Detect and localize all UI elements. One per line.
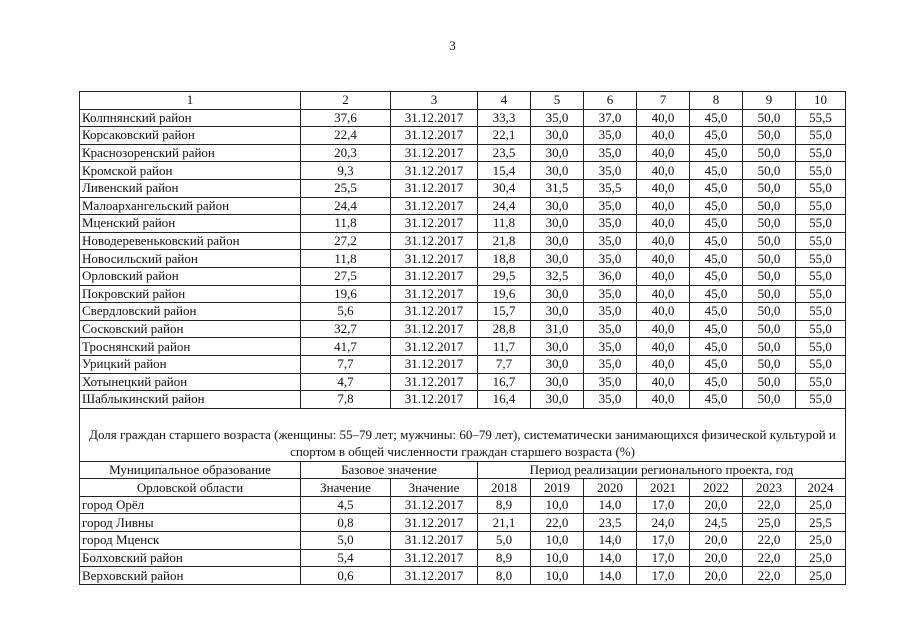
value-cell: 31.12.2017	[391, 320, 478, 338]
value-cell: 45,0	[690, 391, 743, 409]
value-cell: 31.12.2017	[391, 532, 478, 550]
municipality-name-cell: Верховский район	[80, 567, 301, 585]
district-name-cell: Ливенский район	[80, 179, 301, 197]
value-cell: 4,5	[301, 496, 391, 514]
value-cell: 45,0	[690, 144, 743, 162]
value-cell: 30,4	[478, 179, 531, 197]
value-cell: 8,9	[478, 549, 531, 567]
value-cell: 50,0	[743, 355, 796, 373]
value-cell: 19,6	[301, 285, 391, 303]
value-cell: 31,5	[531, 179, 584, 197]
value-cell: 31.12.2017	[391, 127, 478, 145]
table-row	[80, 197, 846, 215]
table-row	[80, 355, 846, 373]
value-cell: 25,0	[743, 514, 796, 532]
value-cell: 24,0	[637, 514, 690, 532]
value-cell: 50,0	[743, 197, 796, 215]
value-cell: 50,0	[743, 127, 796, 145]
district-name-cell: Свердловский район	[80, 303, 301, 321]
table-row	[80, 144, 846, 162]
value-cell: 21,8	[478, 232, 531, 250]
value-cell: 11,7	[478, 338, 531, 356]
value-cell: 31.12.2017	[391, 162, 478, 180]
value-cell: 8,0	[478, 567, 531, 585]
value-cell: 25,0	[796, 549, 846, 567]
value-cell: 31.12.2017	[391, 285, 478, 303]
year-header: 2023	[743, 479, 796, 497]
value-cell: 30,0	[531, 127, 584, 145]
value-cell: 31.12.2017	[391, 496, 478, 514]
value-cell: 45,0	[690, 197, 743, 215]
table-row	[80, 496, 846, 514]
value-cell: 40,0	[637, 162, 690, 180]
value-cell: 45,0	[690, 179, 743, 197]
column-number-cell: 10	[796, 92, 846, 110]
table-row	[80, 250, 846, 268]
value-cell: 8,9	[478, 496, 531, 514]
value-cell: 30,0	[531, 338, 584, 356]
district-name-cell: Новосильский район	[80, 250, 301, 268]
value-cell: 40,0	[637, 127, 690, 145]
value-cell: 55,0	[796, 303, 846, 321]
value-cell: 55,5	[796, 109, 846, 127]
value-cell: 40,0	[637, 232, 690, 250]
value-cell: 25,0	[796, 532, 846, 550]
value-cell: 10,0	[531, 532, 584, 550]
district-name-cell: Мценский район	[80, 215, 301, 233]
district-name-cell: Сосковский район	[80, 320, 301, 338]
value-cell: 50,0	[743, 179, 796, 197]
value-cell: 22,0	[743, 567, 796, 585]
value-cell: 40,0	[637, 267, 690, 285]
value-cell: 35,0	[584, 144, 637, 162]
value-cell: 35,0	[584, 162, 637, 180]
table-row	[80, 532, 846, 550]
value-cell: 50,0	[743, 250, 796, 268]
value-cell: 45,0	[690, 162, 743, 180]
table-row	[80, 303, 846, 321]
base-date-subheader: Значение	[391, 479, 478, 497]
value-cell: 40,0	[637, 285, 690, 303]
value-cell: 14,0	[584, 549, 637, 567]
column-number-cell: 8	[690, 92, 743, 110]
year-header: 2019	[531, 479, 584, 497]
district-name-cell: Колпнянский район	[80, 109, 301, 127]
value-cell: 18,8	[478, 250, 531, 268]
value-cell: 24,4	[478, 197, 531, 215]
value-cell: 20,0	[690, 496, 743, 514]
column-number-cell: 3	[391, 92, 478, 110]
value-cell: 31.12.2017	[391, 303, 478, 321]
value-cell: 45,0	[690, 320, 743, 338]
value-cell: 0,8	[301, 514, 391, 532]
value-cell: 25,5	[796, 514, 846, 532]
table-row	[80, 162, 846, 180]
value-cell: 31.12.2017	[391, 267, 478, 285]
value-cell: 11,8	[301, 215, 391, 233]
value-cell: 5,6	[301, 303, 391, 321]
value-cell: 35,0	[584, 250, 637, 268]
value-cell: 28,8	[478, 320, 531, 338]
value-cell: 24,4	[301, 197, 391, 215]
value-cell: 31.12.2017	[391, 567, 478, 585]
value-cell: 50,0	[743, 373, 796, 391]
base-value-header: Базовое значение	[301, 461, 478, 479]
value-cell: 35,0	[584, 215, 637, 233]
column-number-cell: 7	[637, 92, 690, 110]
value-cell: 35,0	[584, 127, 637, 145]
value-cell: 35,0	[584, 232, 637, 250]
value-cell: 4,7	[301, 373, 391, 391]
value-cell: 32,5	[531, 267, 584, 285]
value-cell: 30,0	[531, 144, 584, 162]
year-header: 2018	[478, 479, 531, 497]
value-cell: 31.12.2017	[391, 514, 478, 532]
value-cell: 15,4	[478, 162, 531, 180]
table-row	[80, 267, 846, 285]
value-cell: 30,0	[531, 232, 584, 250]
value-cell: 50,0	[743, 144, 796, 162]
value-cell: 40,0	[637, 109, 690, 127]
district-name-cell: Новодеревеньковский район	[80, 232, 301, 250]
value-cell: 20,0	[690, 532, 743, 550]
value-cell: 14,0	[584, 567, 637, 585]
year-header: 2022	[690, 479, 743, 497]
value-cell: 5,4	[301, 549, 391, 567]
value-cell: 24,5	[690, 514, 743, 532]
value-cell: 45,0	[690, 215, 743, 233]
value-cell: 22,0	[531, 514, 584, 532]
value-cell: 20,0	[690, 549, 743, 567]
value-cell: 7,8	[301, 391, 391, 409]
municipality-name-cell: город Орёл	[80, 496, 301, 514]
value-cell: 45,0	[690, 285, 743, 303]
value-cell: 35,0	[584, 320, 637, 338]
value-cell: 31.12.2017	[391, 549, 478, 567]
table-row	[80, 127, 846, 145]
value-cell: 55,0	[796, 215, 846, 233]
district-name-cell: Троснянский район	[80, 338, 301, 356]
value-cell: 17,0	[637, 567, 690, 585]
value-cell: 50,0	[743, 109, 796, 127]
value-cell: 14,0	[584, 496, 637, 514]
table-row	[80, 373, 846, 391]
value-cell: 30,0	[531, 391, 584, 409]
value-cell: 31.12.2017	[391, 144, 478, 162]
value-cell: 35,0	[584, 373, 637, 391]
value-cell: 27,2	[301, 232, 391, 250]
value-cell: 17,0	[637, 549, 690, 567]
value-cell: 40,0	[637, 250, 690, 268]
value-cell: 27,5	[301, 267, 391, 285]
value-cell: 37,6	[301, 109, 391, 127]
municipality-name-cell: город Мценск	[80, 532, 301, 550]
value-cell: 55,0	[796, 144, 846, 162]
value-cell: 40,0	[637, 303, 690, 321]
value-cell: 17,0	[637, 532, 690, 550]
value-cell: 35,0	[584, 355, 637, 373]
value-cell: 55,0	[796, 162, 846, 180]
value-cell: 40,0	[637, 197, 690, 215]
value-cell: 50,0	[743, 338, 796, 356]
value-cell: 40,0	[637, 373, 690, 391]
value-cell: 19,6	[478, 285, 531, 303]
table-row	[80, 320, 846, 338]
value-cell: 31.12.2017	[391, 338, 478, 356]
district-name-cell: Краснозоренский район	[80, 144, 301, 162]
value-cell: 23,5	[584, 514, 637, 532]
value-cell: 55,0	[796, 320, 846, 338]
value-cell: 10,0	[531, 567, 584, 585]
value-cell: 16,4	[478, 391, 531, 409]
value-cell: 45,0	[690, 303, 743, 321]
district-name-cell: Малоархангельский район	[80, 197, 301, 215]
value-cell: 5,0	[301, 532, 391, 550]
value-cell: 50,0	[743, 267, 796, 285]
municipality-subheader: Орловской области	[80, 479, 301, 497]
district-name-cell: Кромской район	[80, 162, 301, 180]
value-cell: 30,0	[531, 215, 584, 233]
value-cell: 45,0	[690, 373, 743, 391]
value-cell: 45,0	[690, 267, 743, 285]
value-cell: 31.12.2017	[391, 179, 478, 197]
value-cell: 22,1	[478, 127, 531, 145]
value-cell: 40,0	[637, 338, 690, 356]
value-cell: 35,0	[584, 391, 637, 409]
value-cell: 55,0	[796, 267, 846, 285]
year-header: 2021	[637, 479, 690, 497]
value-cell: 31.12.2017	[391, 109, 478, 127]
value-cell: 22,4	[301, 127, 391, 145]
value-cell: 31.12.2017	[391, 197, 478, 215]
value-cell: 41,7	[301, 338, 391, 356]
page-number: 3	[449, 38, 456, 53]
value-cell: 36,0	[584, 267, 637, 285]
table-row	[80, 514, 846, 532]
value-cell: 5,0	[478, 532, 531, 550]
value-cell: 40,0	[637, 355, 690, 373]
base-value-subheader: Значение	[301, 479, 391, 497]
value-cell: 22,0	[743, 549, 796, 567]
value-cell: 35,0	[531, 109, 584, 127]
value-cell: 31,0	[531, 320, 584, 338]
value-cell: 45,0	[690, 127, 743, 145]
year-header: 2020	[584, 479, 637, 497]
table-row	[80, 285, 846, 303]
value-cell: 10,0	[531, 496, 584, 514]
table-row	[80, 179, 846, 197]
table2-subheader-row	[80, 479, 846, 497]
value-cell: 30,0	[531, 162, 584, 180]
value-cell: 55,0	[796, 232, 846, 250]
municipality-header: Муниципальное образование	[80, 461, 301, 479]
value-cell: 16,7	[478, 373, 531, 391]
value-cell: 50,0	[743, 162, 796, 180]
value-cell: 55,0	[796, 250, 846, 268]
value-cell: 55,0	[796, 197, 846, 215]
value-cell: 31.12.2017	[391, 355, 478, 373]
district-name-cell: Корсаковский район	[80, 127, 301, 145]
value-cell: 30,0	[531, 355, 584, 373]
value-cell: 25,0	[796, 567, 846, 585]
value-cell: 45,0	[690, 355, 743, 373]
value-cell: 31.12.2017	[391, 232, 478, 250]
table-row	[80, 232, 846, 250]
value-cell: 50,0	[743, 215, 796, 233]
table-row	[80, 215, 846, 233]
value-cell: 45,0	[690, 109, 743, 127]
district-name-cell: Шаблыкинский район	[80, 391, 301, 409]
value-cell: 55,0	[796, 127, 846, 145]
value-cell: 33,3	[478, 109, 531, 127]
column-number-row	[80, 92, 846, 110]
column-number-cell: 5	[531, 92, 584, 110]
municipality-name-cell: город Ливны	[80, 514, 301, 532]
column-number-cell: 1	[80, 92, 301, 110]
value-cell: 37,0	[584, 109, 637, 127]
value-cell: 9,3	[301, 162, 391, 180]
value-cell: 55,0	[796, 285, 846, 303]
table-row	[80, 391, 846, 409]
value-cell: 31.12.2017	[391, 250, 478, 268]
indicator-table	[79, 91, 846, 585]
value-cell: 30,0	[531, 197, 584, 215]
value-cell: 20,0	[690, 567, 743, 585]
value-cell: 45,0	[690, 338, 743, 356]
value-cell: 25,0	[796, 496, 846, 514]
column-number-cell: 2	[301, 92, 391, 110]
column-number-cell: 4	[478, 92, 531, 110]
value-cell: 55,0	[796, 373, 846, 391]
value-cell: 22,0	[743, 496, 796, 514]
value-cell: 50,0	[743, 320, 796, 338]
value-cell: 45,0	[690, 232, 743, 250]
value-cell: 40,0	[637, 391, 690, 409]
value-cell: 35,0	[584, 285, 637, 303]
value-cell: 32,7	[301, 320, 391, 338]
value-cell: 31.12.2017	[391, 215, 478, 233]
value-cell: 23,5	[478, 144, 531, 162]
table-row	[80, 567, 846, 585]
district-name-cell: Урицкий район	[80, 355, 301, 373]
column-number-cell: 9	[743, 92, 796, 110]
value-cell: 40,0	[637, 320, 690, 338]
value-cell: 55,0	[796, 391, 846, 409]
value-cell: 7,7	[478, 355, 531, 373]
value-cell: 7,7	[301, 355, 391, 373]
value-cell: 11,8	[478, 215, 531, 233]
value-cell: 55,0	[796, 338, 846, 356]
section-caption	[80, 408, 846, 461]
column-number-cell: 6	[584, 92, 637, 110]
period-header: Период реализации регионального проекта, год	[478, 461, 846, 479]
value-cell: 40,0	[637, 144, 690, 162]
municipality-name-cell: Болховский район	[80, 549, 301, 567]
value-cell: 35,0	[584, 303, 637, 321]
value-cell: 55,0	[796, 355, 846, 373]
value-cell: 55,0	[796, 179, 846, 197]
value-cell: 30,0	[531, 250, 584, 268]
value-cell: 50,0	[743, 285, 796, 303]
value-cell: 0,6	[301, 567, 391, 585]
value-cell: 50,0	[743, 391, 796, 409]
district-name-cell: Хотынецкий район	[80, 373, 301, 391]
table-row	[80, 549, 846, 567]
value-cell: 40,0	[637, 179, 690, 197]
value-cell: 30,0	[531, 285, 584, 303]
value-cell: 50,0	[743, 232, 796, 250]
value-cell: 30,0	[531, 303, 584, 321]
value-cell: 21,1	[478, 514, 531, 532]
value-cell: 35,5	[584, 179, 637, 197]
value-cell: 45,0	[690, 250, 743, 268]
table-row	[80, 109, 846, 127]
value-cell: 14,0	[584, 532, 637, 550]
value-cell: 17,0	[637, 496, 690, 514]
district-name-cell: Орловский район	[80, 267, 301, 285]
section-caption-row	[80, 408, 846, 461]
value-cell: 50,0	[743, 303, 796, 321]
value-cell: 20,3	[301, 144, 391, 162]
year-header: 2024	[796, 479, 846, 497]
value-cell: 15,7	[478, 303, 531, 321]
table2-header-row	[80, 461, 846, 479]
table-row	[80, 338, 846, 356]
value-cell: 29,5	[478, 267, 531, 285]
section-caption-text: Доля граждан старшего возраста (женщины: 55–79 лет; мужчины: 60–79 лет), систематически занимающихся физической культурой и спортом в общей численности граждан старшего возраста (%)	[89, 426, 836, 459]
district-name-cell: Покровский район	[80, 285, 301, 303]
value-cell: 11,8	[301, 250, 391, 268]
value-cell: 31.12.2017	[391, 391, 478, 409]
value-cell: 10,0	[531, 549, 584, 567]
value-cell: 35,0	[584, 197, 637, 215]
value-cell: 40,0	[637, 215, 690, 233]
value-cell: 22,0	[743, 532, 796, 550]
value-cell: 35,0	[584, 338, 637, 356]
value-cell: 31.12.2017	[391, 373, 478, 391]
value-cell: 30,0	[531, 373, 584, 391]
value-cell: 25,5	[301, 179, 391, 197]
